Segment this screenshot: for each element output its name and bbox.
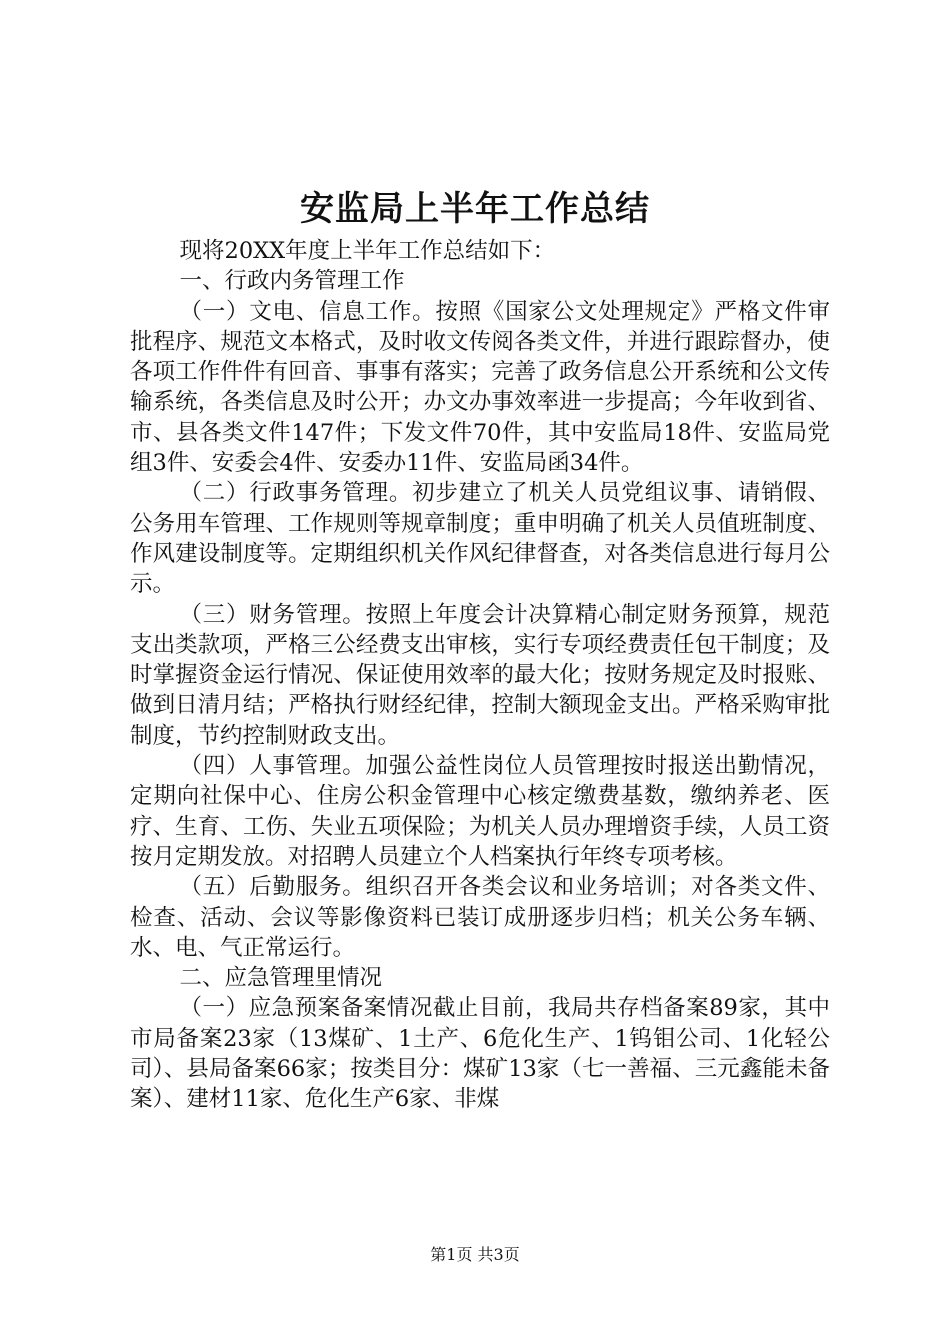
paragraph-2-1: （一）应急预案备案情况截止目前，我局共存档备案89家，其中市局备案23家（13煤矿、1土产、6危化生产、1钨钼公司、1化轻公司）、县局备案66家；按类目分：煤矿13家（七一善福、三元鑫能未备案）、建材11家、危化生产6家、非煤 [130,995,830,1113]
section-heading-2: 二、应急管理里情况 [179,965,383,992]
document-title: 安监局上半年工作总结 [300,189,650,229]
document-body [130,236,830,1115]
section-heading-1: 一、行政内务管理工作 [179,268,405,295]
paragraph-1-5: （五）后勤服务。组织召开各类会议和业务培训；对各类文件、检查、活动、会议等影像资料已装订成册逐步归档；机关公务车辆、水、电、气正常运行。 [130,874,830,961]
paragraph-1-1: （一）文电、信息工作。按照《国家公文处理规定》严格文件审批程序、规范文本格式，及时收文传阅各类文件，并进行跟踪督办，使各项工作件件有回音、事事有落实；完善了政务信息公开系统和公文传输系统，各类信息及时公开；办文办事效率进一步提高；今年收到省、市、县各类文件147件；下发文件70件，其中安监局18件、安监局党组3件、安委会4件、安委办11件、安监局函34件。 [130,298,830,477]
page-footer: 第1页 共3页 [430,1245,520,1264]
paragraph-1-3: （三）财务管理。按照上年度会计决算精心制定财务预算，规范支出类款项，严格三公经费支出审核，实行专项经费责任包干制度；及时掌握资金运行情况、保证使用效率的最大化；按财务规定及时报账、做到日清月结；严格执行财经纪律，控制大额现金支出。严格采购审批制度，节约控制财政支出。 [130,601,830,749]
intro-paragraph: 现将20XX年度上半年工作总结如下： [179,238,556,264]
paragraph-1-2: （二）行政事务管理。初步建立了机关人员党组议事、请销假、公务用车管理、工作规则等规章制度；重申明确了机关人员值班制度、作风建设制度等。定期组织机关作风纪律督查，对各类信息进行每月公示。 [130,480,830,598]
paragraph-1-4: （四）人事管理。加强公益性岗位人员管理按时报送出勤情况，定期向社保中心、住房公积金管理中心核定缴费基数，缴纳养老、医疗、生育、工伤、失业五项保险；为机关人员办理增资手续，人员工资按月定期发放。对招聘人员建立个人档案执行年终专项考核。 [130,753,830,870]
